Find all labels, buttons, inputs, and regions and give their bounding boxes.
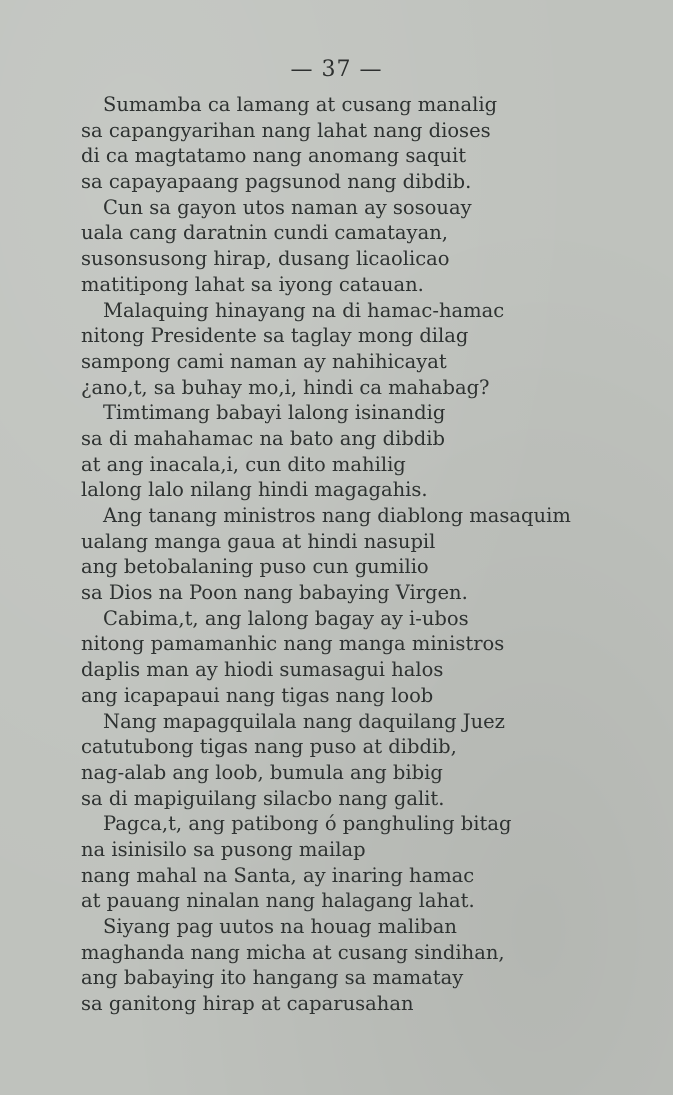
poem-line: nitong Presidente sa taglay mong dilag bbox=[81, 324, 469, 348]
poem-line: Sumamba ca lamang at cusang manalig bbox=[103, 93, 498, 116]
poem-line: matitipong lahat sa iyong catauan. bbox=[81, 272, 424, 296]
stanza-3 bbox=[81, 298, 641, 401]
stanza-1 bbox=[81, 92, 641, 195]
poem-line: at ang inacala,i, cun dito mahilig bbox=[81, 452, 406, 476]
poem-line: ang betobalaning puso cun gumilio bbox=[81, 555, 429, 579]
poem-line: maghanda nang micha at cusang sindihan, bbox=[81, 940, 505, 964]
poem-line: sa capangyarihan nang lahat nang dioses bbox=[81, 118, 491, 142]
poem-line: nitong pamamanhic nang manga ministros bbox=[81, 632, 505, 656]
stanza-8 bbox=[81, 811, 641, 914]
poem-line: Timtimang babayi lalong isinandig bbox=[103, 401, 446, 425]
stanza-6 bbox=[81, 606, 641, 709]
poem-line: di ca magtatamo nang anomang saquit bbox=[81, 144, 467, 168]
poem-line: sa Dios na Poon nang babaying Virgen. bbox=[81, 581, 468, 605]
poem-line: Nang mapagquilala nang daquilang Juez bbox=[103, 709, 505, 733]
stanza-9 bbox=[81, 914, 641, 1017]
poem-line: Cun sa gayon utos naman ay sosouay bbox=[103, 195, 472, 219]
poem-line: susonsusong hirap, dusang licaolicao bbox=[81, 247, 450, 271]
poem-line: nag-alab ang loob, bumula ang bibig bbox=[81, 760, 443, 784]
poem-line: Siyang pag uutos na houag maliban bbox=[103, 915, 457, 938]
poem-line: Cabima,t, ang lalong bagay ay i-ubos bbox=[103, 606, 469, 630]
poem-line: ¿ano,t, sa buhay mo,i, hindi ca mahabag? bbox=[81, 375, 490, 399]
poem-text bbox=[81, 92, 641, 1017]
poem-line: catutubong tigas nang puso at dibdib, bbox=[81, 735, 457, 759]
poem-line: at pauang ninalan nang halagang lahat. bbox=[81, 889, 475, 913]
poem-line: lalong lalo nilang hindi magagahis. bbox=[81, 478, 428, 502]
poem-line: sa di mahahamac na bato ang dibdib bbox=[81, 426, 446, 450]
poem-line: Malaquing hinayang na di hamac-hamac bbox=[103, 298, 505, 322]
poem-line: ang babaying ito hangang sa mamatay bbox=[81, 966, 464, 990]
poem-line: sa di mapiguilang silacbo nang galit. bbox=[81, 786, 445, 810]
poem-line: Ang tanang ministros nang diablong masaquim bbox=[103, 504, 571, 527]
stanza-4 bbox=[81, 400, 641, 503]
poem-line: sampong cami naman ay nahihicayat bbox=[81, 349, 447, 373]
poem-line: na isinisilo sa pusong mailap bbox=[81, 837, 366, 861]
poem-line: ang icapapaui nang tigas nang loob bbox=[81, 683, 434, 707]
stanza-5 bbox=[81, 503, 641, 606]
poem-line: sa capayapaang pagsunod nang dibdib. bbox=[81, 170, 472, 194]
stanza-7 bbox=[81, 709, 641, 812]
page-number: — 37 — bbox=[290, 57, 383, 82]
poem-line: ualang manga gaua at hindi nasupil bbox=[81, 529, 436, 553]
poem-line: nang mahal na Santa, ay inaring hamac bbox=[81, 863, 475, 887]
stanza-2 bbox=[81, 195, 641, 298]
poem-line: Pagca,t, ang patibong ó panghuling bitag bbox=[103, 812, 512, 836]
poem-line: daplis man ay hiodi sumasagui halos bbox=[81, 658, 444, 682]
poem-line: uala cang daratnin cundi camatayan, bbox=[81, 221, 448, 245]
poem-line: sa ganitong hirap at caparusahan bbox=[81, 992, 414, 1016]
